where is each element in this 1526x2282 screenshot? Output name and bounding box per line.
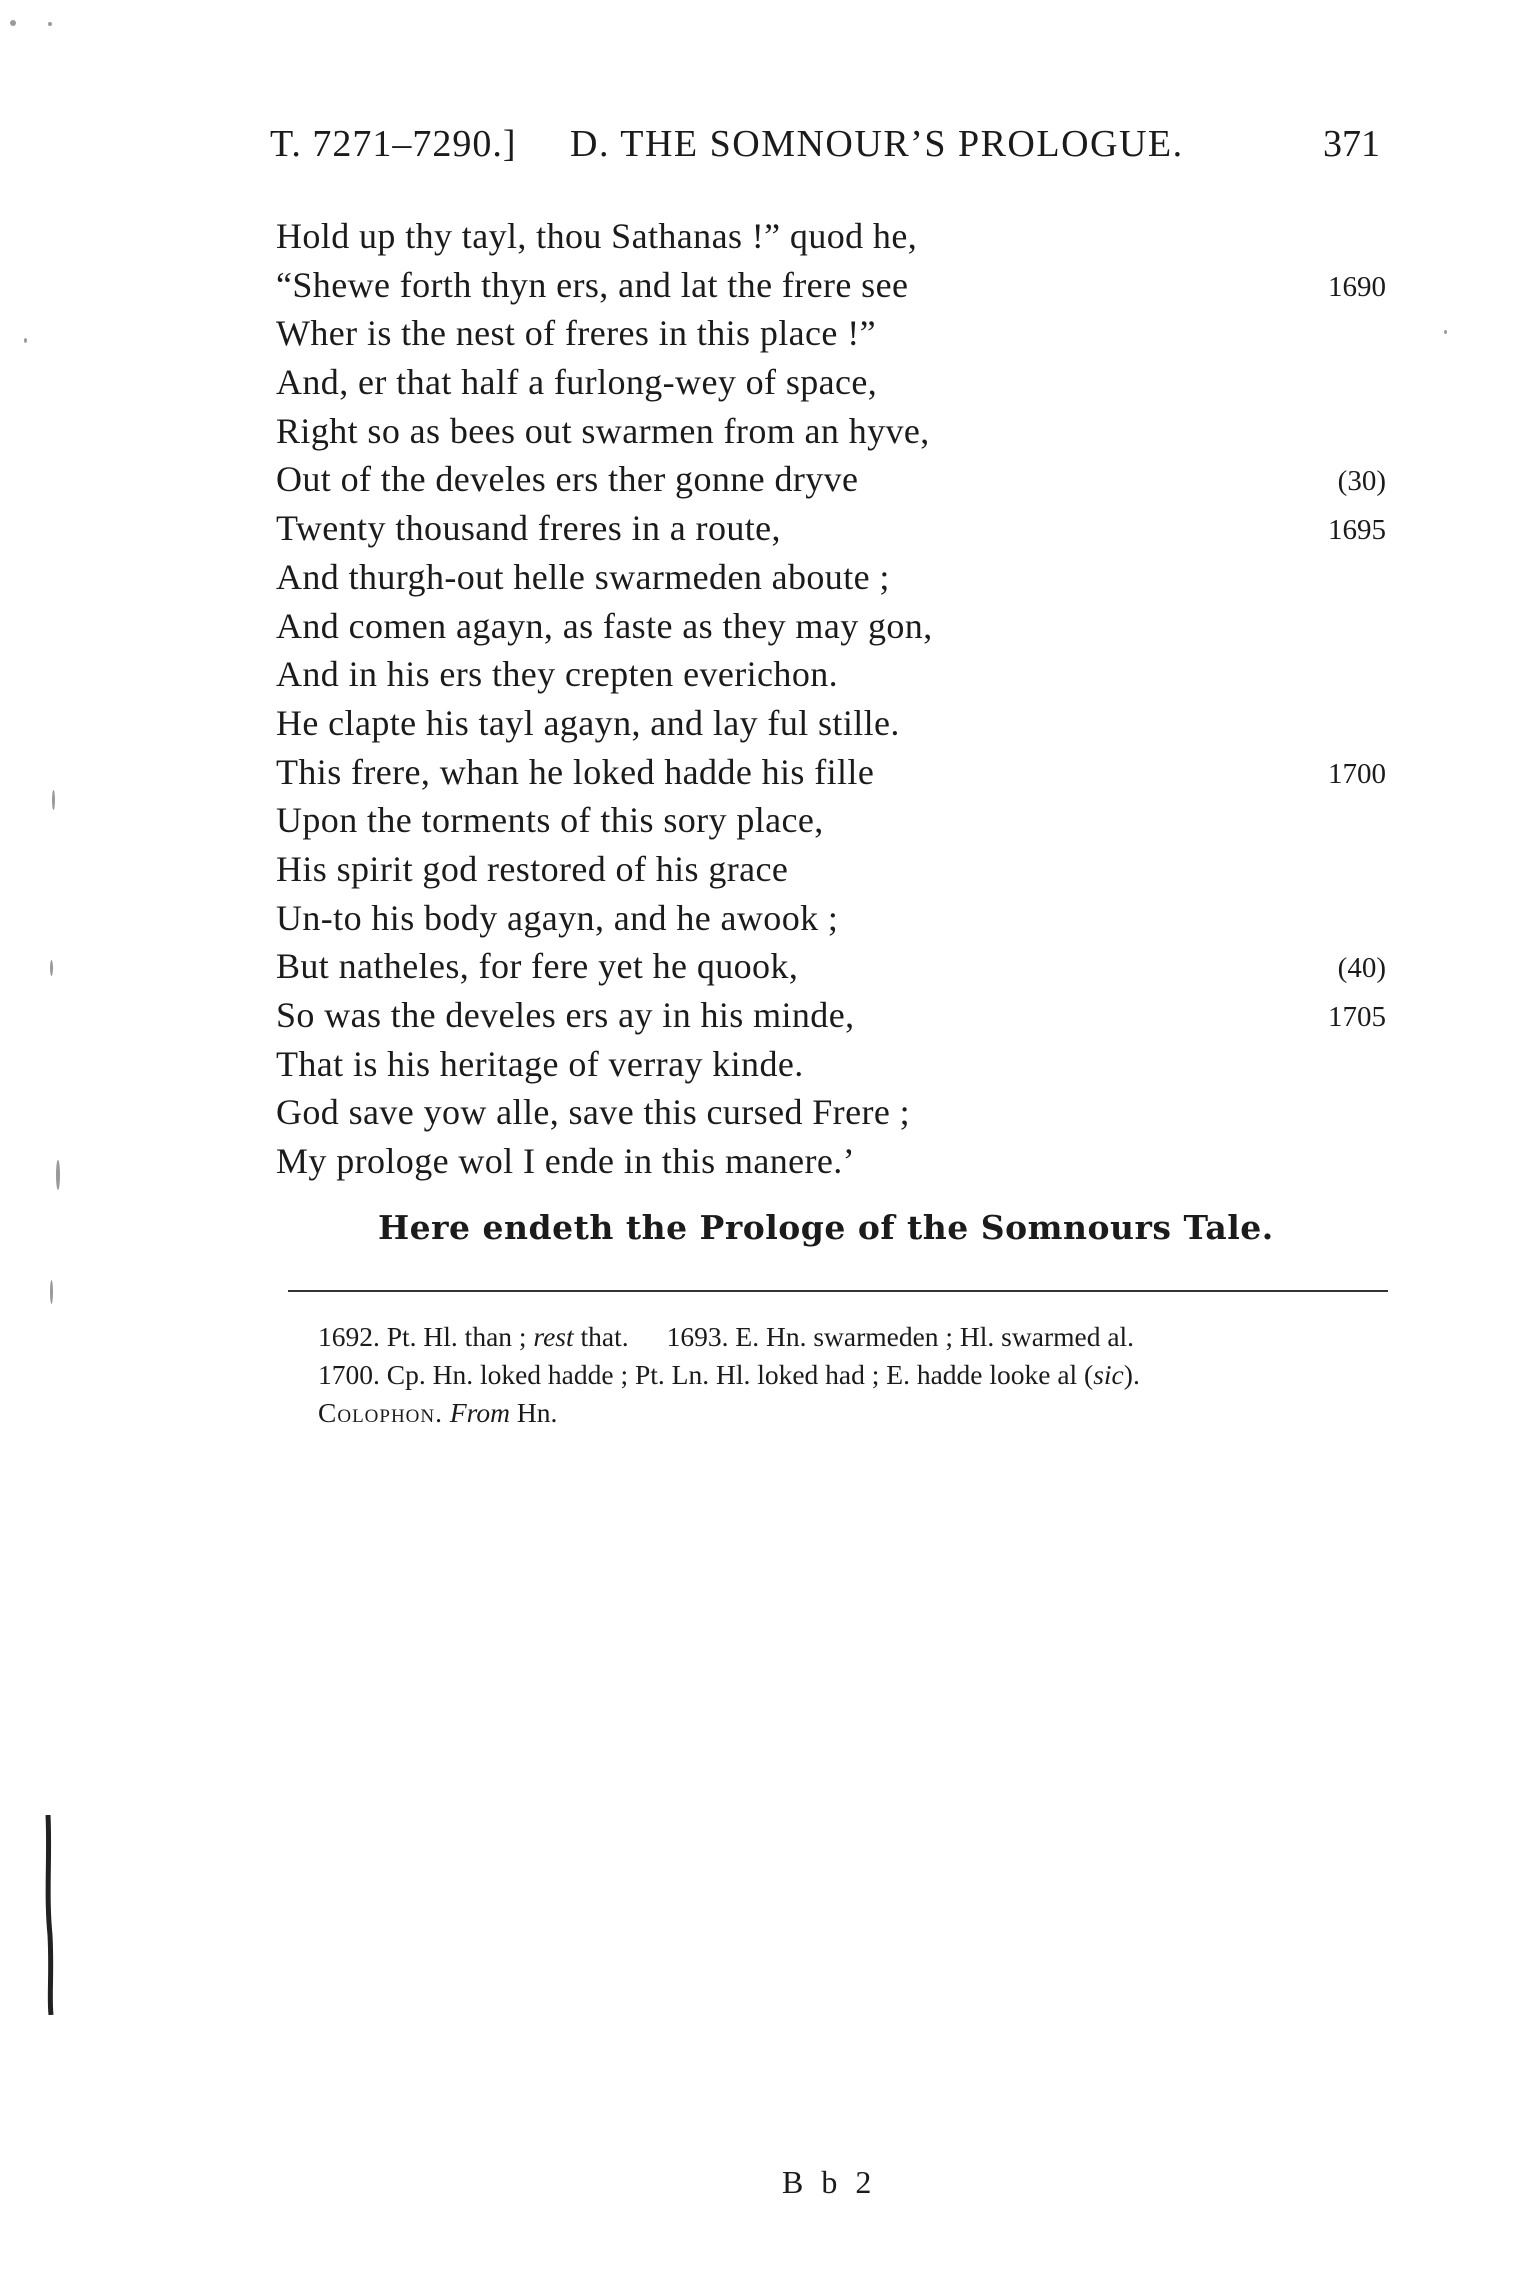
footnote-divider [288, 1290, 1388, 1292]
verse-line: “Shewe forth thyn ers, and lat the frere see 1690 [276, 261, 1386, 310]
verse-line: His spirit god restored of his grace [276, 848, 789, 889]
scan-speck [24, 338, 27, 343]
verse-line: Upon the torments of this sory place, [276, 800, 824, 841]
verse-line: So was the develes ers ay in his minde, 1705 [276, 991, 1386, 1040]
line-number: (40) [1337, 952, 1386, 985]
line-number: 1700 [1328, 757, 1386, 790]
line-number: 1690 [1328, 270, 1386, 303]
note-line: 1700. Cp. Hn. loked hadde ; Pt. Ln. Hl. loked had ; E. hadde looke al (sic). [318, 1359, 1140, 1390]
verse-line: Right so as bees out swarmen from an hyve, [276, 410, 930, 451]
scan-speck [50, 1280, 53, 1304]
scan-speck [50, 960, 53, 976]
note-line: Colophon. From Hn. [318, 1397, 558, 1428]
scan-speck [52, 790, 55, 810]
scan-speck [56, 1160, 60, 1190]
page-number: 371 [1323, 123, 1380, 165]
note-line: 1692. Pt. Hl. than ; rest that. 1693. E. Hn. swarmeden ; Hl. swarmed al. [318, 1321, 1135, 1352]
verse-line: And comen agayn, as faste as they may gon, [276, 605, 933, 646]
verse-line: And in his ers they crepten everichon. [276, 654, 839, 695]
verse-line: That is his heritage of verray kinde. [276, 1043, 804, 1084]
line-range: T. 7271–7290.] [270, 123, 517, 165]
verse-line: Wher is the nest of freres in this place !” [276, 313, 876, 354]
verse-line: God save yow alle, save this cursed Frere ; [276, 1092, 911, 1133]
running-header [270, 122, 1380, 182]
textual-notes [318, 1318, 1388, 1432]
verse-line: Twenty thousand freres in a route, 1695 [276, 504, 1386, 553]
line-number: 1695 [1328, 514, 1386, 547]
scan-speck [1444, 330, 1447, 334]
verse-line: This frere, whan he loked hadde his fille 1700 [276, 748, 1386, 797]
line-number: (30) [1337, 465, 1386, 498]
verse-line: But natheles, for fere yet he quook, (40) [276, 942, 1386, 991]
verse-line: And thurgh-out helle swarmeden aboute ; [276, 556, 890, 597]
page-title: D. THE SOMNOUR’S PROLOGUE. [570, 123, 1184, 165]
verse-line: He clapte his tayl agayn, and lay ful stille. [276, 702, 900, 743]
scan-scratch [44, 1815, 56, 2015]
scan-speck [48, 22, 52, 26]
line-number: 1705 [1328, 1001, 1386, 1033]
verse-line: Un-to his body agayn, and he awook ; [276, 897, 839, 938]
signature-mark: B b 2 [782, 2164, 877, 2200]
verse-line: Out of the develes ers ther gonne dryve (30) [276, 455, 1386, 504]
verse-line: And, er that half a furlong-wey of space, [276, 362, 878, 403]
verse-line: Hold up thy tayl, thou Sathanas !” quod he, [276, 216, 918, 256]
poem-text [276, 212, 1386, 1186]
scan-speck [10, 20, 16, 26]
colophon-heading: Here endeth the Prologe of the Somnours Tale. [378, 1208, 1274, 1247]
verse-line: My prologe wol I ende in this manere.’ [276, 1141, 856, 1182]
